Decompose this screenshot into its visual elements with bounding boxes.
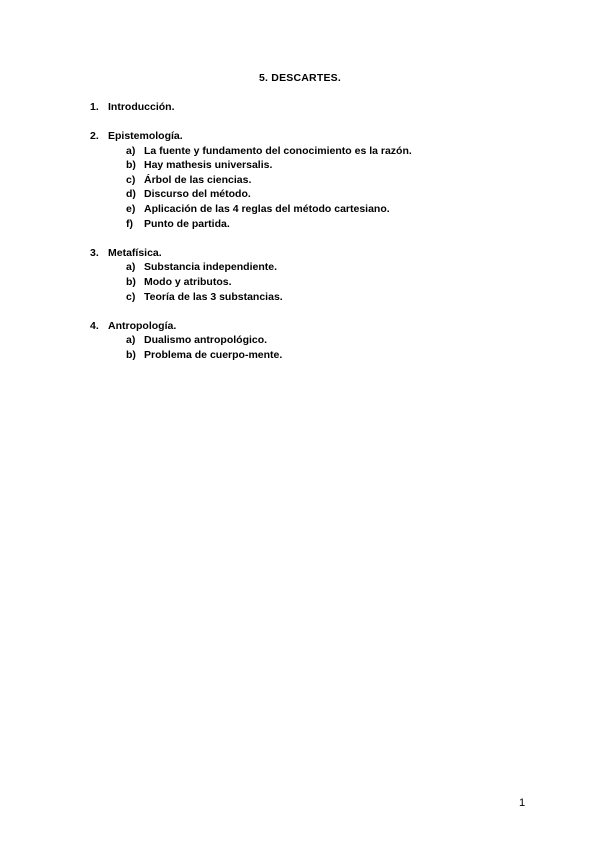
item-letter: b) <box>126 159 136 172</box>
section-heading-text: Introducción. <box>108 101 175 113</box>
document-title: 5. DESCARTES. <box>259 72 341 84</box>
item-text: Problema de cuerpo-mente. <box>144 348 283 361</box>
list-item <box>126 173 530 188</box>
item-letter: a) <box>126 334 136 347</box>
item-text: La fuente y fundamento del conocimiento es la razón. <box>144 144 412 157</box>
section-heading-text: Metafísica. <box>108 246 162 259</box>
page-number: 1 <box>519 797 526 809</box>
section-heading <box>90 100 530 115</box>
section-epistemologia <box>90 129 530 231</box>
list-item <box>126 144 530 159</box>
item-letter: a) <box>126 144 136 157</box>
outline <box>90 100 530 377</box>
list-item <box>126 260 530 275</box>
section-number: 3. <box>90 246 99 259</box>
list-item <box>126 217 530 232</box>
list-item <box>126 158 530 173</box>
section-metafisica <box>90 246 530 304</box>
section-heading <box>90 246 530 261</box>
item-letter: b) <box>126 275 136 288</box>
section-introduccion <box>90 100 530 115</box>
item-text: Aplicación de las 4 reglas del método cartesiano. <box>144 203 390 216</box>
item-text: Teoría de las 3 substancias. <box>144 290 283 303</box>
item-text: Substancia independiente. <box>144 261 278 274</box>
sub-list <box>90 333 530 362</box>
section-heading <box>90 129 530 144</box>
item-letter: e) <box>126 203 136 216</box>
list-item <box>126 275 530 290</box>
item-letter: c) <box>126 173 136 186</box>
list-item <box>126 333 530 348</box>
item-letter: d) <box>126 188 136 201</box>
item-letter: f) <box>126 217 133 230</box>
section-heading <box>90 319 530 334</box>
item-text: Punto de partida. <box>144 217 230 230</box>
sub-list <box>90 144 530 232</box>
item-letter: c) <box>126 290 136 303</box>
item-letter: b) <box>126 348 136 361</box>
item-text: Árbol de las ciencias. <box>144 173 252 186</box>
item-text: Modo y atributos. <box>144 275 232 288</box>
list-item <box>126 290 530 305</box>
sub-list <box>90 260 530 304</box>
section-number: 1. <box>90 101 99 113</box>
section-heading-text: Epistemología. <box>108 130 183 143</box>
list-item <box>126 348 530 363</box>
section-number: 4. <box>90 319 99 332</box>
item-text: Hay mathesis universalis. <box>144 159 273 172</box>
item-text: Dualismo antropológico. <box>144 334 268 347</box>
item-letter: a) <box>126 261 136 274</box>
item-text: Discurso del método. <box>144 188 251 201</box>
section-heading-text: Antropología. <box>108 319 177 332</box>
section-antropologia <box>90 319 530 363</box>
list-item <box>126 202 530 217</box>
list-item <box>126 187 530 202</box>
section-number: 2. <box>90 130 99 143</box>
